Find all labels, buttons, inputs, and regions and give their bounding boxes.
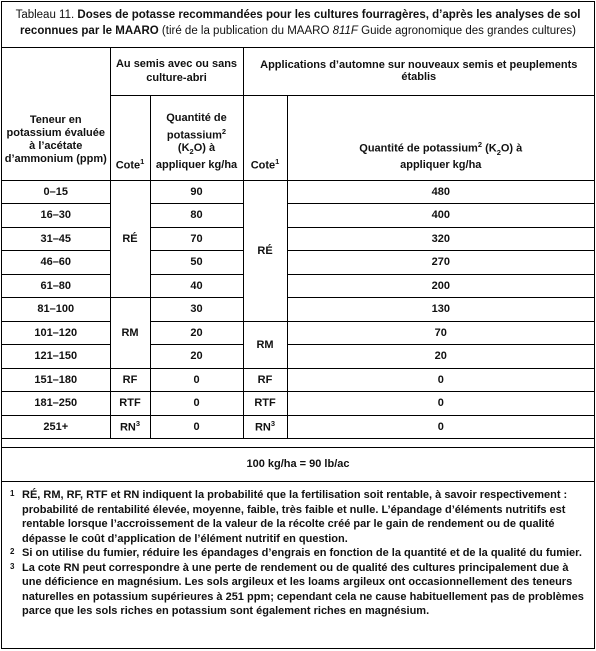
caption-source-italic: 811F (332, 25, 358, 37)
cell-qty-automne: 200 (287, 274, 594, 298)
conversion-note: 100 kg/ha = 90 lb/ac (2, 448, 594, 482)
header-teneur: Teneur en potassium évaluée à l’acétate d’ammonium (ppm) (2, 48, 110, 180)
table-row (2, 392, 594, 416)
table-row (2, 321, 594, 345)
cell-teneur: 46–60 (2, 251, 110, 275)
spacer (2, 439, 594, 448)
cell-qty-semis: 50 (150, 251, 243, 275)
header-cote-automne: Cote$^1$ (243, 95, 287, 180)
header-group-semis: Au semis avec ou sans culture-abri (110, 48, 243, 95)
cell-cote-automne: RM (243, 321, 287, 368)
cell-cote-automne: RÉ (243, 180, 287, 321)
cell-qty-automne: 400 (287, 204, 594, 228)
cell-qty-semis: 0 (150, 415, 243, 439)
cell-qty-automne: 70 (287, 321, 594, 345)
cell-teneur: 0–15 (2, 180, 110, 204)
footnotes (2, 482, 594, 619)
table-document (1, 1, 595, 649)
cell-qty-automne: 0 (287, 415, 594, 439)
caption-source-1: (tiré de la publication du MAARO (161, 25, 333, 37)
caption-source-2: Guide agronomique des grandes cultures) (357, 25, 576, 37)
caption-label: Tableau 11. (15, 9, 75, 21)
cell-teneur: 16–30 (2, 204, 110, 228)
cell-qty-semis: 80 (150, 204, 243, 228)
cell-cote-semis: RÉ (110, 180, 150, 298)
header-qty-automne: Quantité de potassium$^2$ $(K_2O)$ à appliquer kg/ha (287, 95, 594, 180)
table-row (2, 298, 594, 322)
table-row (2, 274, 594, 298)
cell-qty-semis: 70 (150, 227, 243, 251)
cell-teneur: 61–80 (2, 274, 110, 298)
cell-cote-automne: RTF (243, 392, 287, 416)
caption-title: Doses de potasse recommandées pour les cultures fourragères, d’après les analyses de sol reconnues par le MAARO (20, 9, 581, 37)
cell-teneur: 81–100 (2, 298, 110, 322)
potash-table (2, 48, 594, 439)
table-row (2, 368, 594, 392)
cell-cote-automne: $RN^3$ (243, 415, 287, 439)
cell-cote-semis: RF (110, 368, 150, 392)
cell-teneur: 181–250 (2, 392, 110, 416)
cell-cote-semis: RTF (110, 392, 150, 416)
cell-teneur: 251+ (2, 415, 110, 439)
cell-qty-semis: 0 (150, 368, 243, 392)
cell-cote-semis: RM (110, 298, 150, 369)
table-row (2, 251, 594, 275)
cell-teneur: 31–45 (2, 227, 110, 251)
header-cote-semis: Cote$^1$ (110, 95, 150, 180)
footnote-2: 2 Si on utilise du fumier, réduire les épandages d’engrais en fonction de la quantité et de la qualité du fumier. (10, 547, 582, 559)
cell-qty-semis: 0 (150, 392, 243, 416)
table-row (2, 415, 594, 439)
cell-teneur: 101–120 (2, 321, 110, 345)
cell-cote-semis: $RN^3$ (110, 415, 150, 439)
header-qty-semis: Quantité de potassium$^2$ $(K_2O)$ à appliquer kg/ha (150, 95, 243, 180)
cell-qty-semis: 20 (150, 321, 243, 345)
table-caption (2, 2, 594, 48)
cell-qty-automne: 0 (287, 392, 594, 416)
cell-teneur: 121–150 (2, 345, 110, 369)
cell-qty-semis: 30 (150, 298, 243, 322)
cell-qty-automne: 320 (287, 227, 594, 251)
cell-qty-automne: 130 (287, 298, 594, 322)
cell-qty-automne: 20 (287, 345, 594, 369)
table-row (2, 180, 594, 204)
cell-teneur: 151–180 (2, 368, 110, 392)
footnote-3: 3 La cote RN peut correspondre à une perte de rendement ou de qualité des cultures principalement due à une déficience en magnésium. Les sols argileux et les loams argileux ont occasionnellement des teneurs naturelles en potassium supérieures à 251 ppm; cependant cela ne cause habituellement pas de problèmes parce que les sols riches en potassium sont également riches en magnésium. (10, 561, 584, 617)
cell-qty-semis: 90 (150, 180, 243, 204)
cell-qty-semis: 20 (150, 345, 243, 369)
cell-qty-automne: 480 (287, 180, 594, 204)
table-row (2, 204, 594, 228)
cell-qty-automne: 270 (287, 251, 594, 275)
cell-qty-semis: 40 (150, 274, 243, 298)
footnote-1: 1 RÉ, RM, RF, RTF et RN indiquent la probabilité que la fertilisation soit rentable, à savoir respectivement : probabilité de rentabilité élevée, moyenne, faible, très faible et nulle. L’épandage d’éléments nutritifs est rentable lorsque l’accroissement de la valeur de la récolte créé par le gain de rendement ou de qualité dépasse le coût d’application de l’élément nutritif en question. (10, 489, 568, 545)
header-group-automne: Applications d’automne sur nouveaux semis et peuplements établis (243, 48, 594, 95)
cell-qty-automne: 0 (287, 368, 594, 392)
table-row (2, 227, 594, 251)
table-row (2, 345, 594, 369)
cell-cote-automne: RF (243, 368, 287, 392)
